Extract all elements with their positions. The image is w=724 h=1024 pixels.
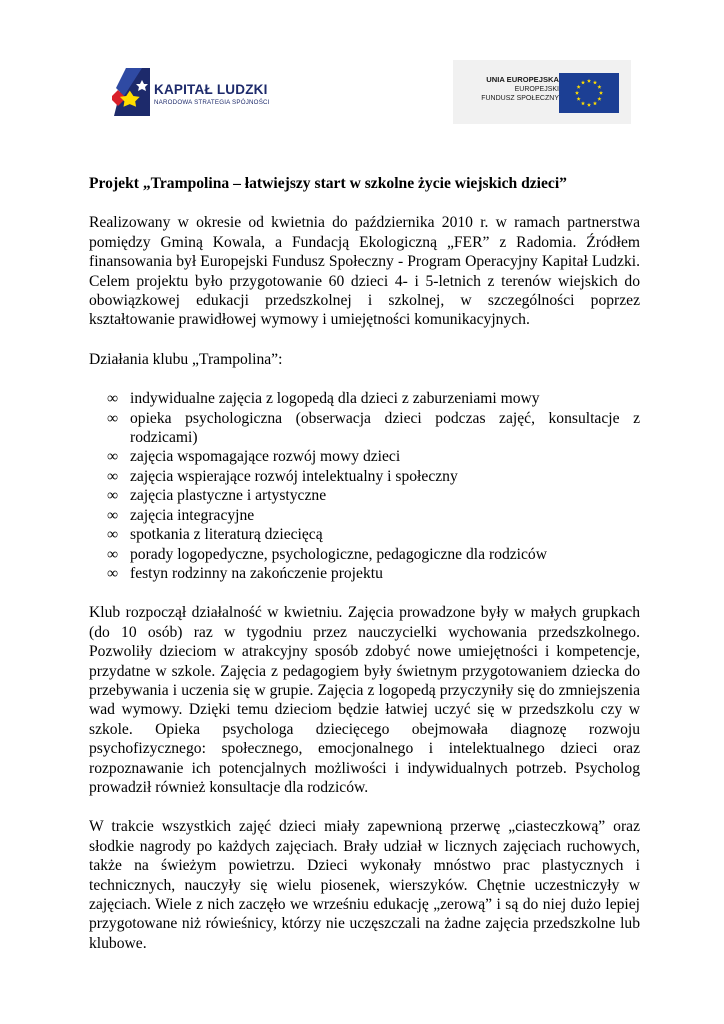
eu-flag-icon: [559, 73, 619, 113]
infinity-bullet-icon: ∞: [107, 467, 119, 485]
eu-line-fund-1: EUROPEJSKI: [514, 86, 559, 93]
infinity-bullet-icon: ∞: [107, 564, 119, 582]
infinity-bullet-icon: ∞: [107, 448, 119, 466]
eu-line-union: UNIA EUROPEJSKA: [486, 75, 559, 84]
activities-label: Działania klubu „Trampolina”:: [89, 350, 283, 368]
page-title: Projekt „Trampolina – łatwiejszy start w szkolne życie wiejskich dzieci”: [89, 175, 567, 192]
list-item: ∞ zajęcia integracyjne: [107, 506, 255, 524]
kapital-ludzki-emblem-icon: [112, 66, 158, 118]
eu-line-fund-2: FUNDUSZ SPOŁECZNY: [481, 95, 559, 102]
eu-efs-logo: [453, 60, 631, 124]
infinity-bullet-icon: ∞: [107, 390, 119, 408]
eu-logo-text: [481, 75, 559, 103]
infinity-bullet-icon: ∞: [107, 506, 119, 524]
list-item: ∞ zajęcia wspomagające rozwój mowy dzieci: [107, 448, 401, 466]
infinity-bullet-icon: ∞: [107, 526, 119, 544]
list-item: ∞ opieka psychologiczna (obserwacja dzieci podczas zajęć, konsultacje z rodzicami): [107, 409, 640, 447]
infinity-bullet-icon: ∞: [107, 545, 119, 563]
intro-paragraph: Realizowany w okresie od kwietnia do października 2010 r. w ramach partnerstwa pomiędzy Gminą Kowala, a Fundacją Ekologiczną „FER” z Radomia. Źródłem finansowania był Europejski Fundusz Społeczny - Program Operacyjny Kapitał Ludzki. Celem projektu było przygotowanie 60 dzieci 4- i 5-letnich z terenów wiejskich do obowiązkowej edukacji przedszkolnej i szkolnej, w szczególności poprzez kształtowanie prawidłowej wymowy i umiejętności komunikacyjnych.: [89, 214, 640, 329]
infinity-bullet-icon: ∞: [107, 409, 119, 427]
activities-summary-paragraph: W trakcie wszystkich zajęć dzieci miały zapewnioną przerwę „ciasteczkową” oraz słodkie nagrody po każdych zajęciach. Brały udział w licznych zajęciach ruchowych, także na świeżym powietrzu. Dzieci wykonały mnóstwo prac plastycznych i technicznych, nauczyły się wielu piosenek, wierszyków. Chętnie uczestniczyły w zajęciach. Wiele z nich zaczęło we wrześniu edukację „zerową” i są do niej dużo lepiej przygotowane niż rówieśnicy, którzy nie uczęszczali na żadne zajęcia przedszkolne lub klubowe.: [89, 818, 640, 952]
kapital-ludzki-logo: [112, 66, 312, 122]
document-body: [89, 174, 640, 973]
list-item: ∞ spotkania z literaturą dziecięcą: [107, 526, 323, 544]
activities-list: [89, 389, 640, 583]
list-item: ∞ zajęcia plastyczne i artystyczne: [107, 487, 327, 505]
list-item: ∞ porady logopedyczne, psychologiczne, pedagogiczne dla rodziców: [107, 545, 547, 563]
kapital-ludzki-subtitle: NARODOWA STRATEGIA SPÓJNOŚCI: [154, 99, 270, 106]
infinity-bullet-icon: ∞: [107, 487, 119, 505]
list-item: ∞ festyn rodzinny na zakończenie projektu: [107, 564, 383, 582]
club-paragraph: Klub rozpoczął działalność w kwietniu. Zajęcia prowadzone były w małych grupkach (do 10 osób) raz w tygodniu przez nauczycielki wychowania przedszkolnego. Pozwoliły dzieciom w atrakcyjny sposób zdobyć nowe umiejętności i kompetencje, przydatne w szkole. Zajęcia z pedagogiem były świetnym przygotowaniem dziecka do przebywania i uczenia się w grupie. Zajęcia z logopedą przyczyniły się do zmniejszenia wad wymowy. Dzięki temu dzieciom będzie łatwiej uczyć się w przedszkolu czy w szkole. Opieka psychologa dziecięcego obejmowała diagnozę rozwoju psychofizycznego: społecznego, emocjonalnego i intelektualnego dzieci oraz rozpoznawanie ich potencjalnych możliwości i indywidualnych potrzeb. Psycholog prowadził również konsultacje dla rodziców.: [89, 604, 640, 796]
list-item: ∞ indywidualne zajęcia z logopedą dla dzieci z zaburzeniami mowy: [107, 390, 540, 408]
kapital-ludzki-name: KAPITAŁ LUDZKI: [154, 82, 268, 97]
list-item: ∞ zajęcia wspierające rozwój intelektualny i społeczny: [107, 467, 458, 485]
